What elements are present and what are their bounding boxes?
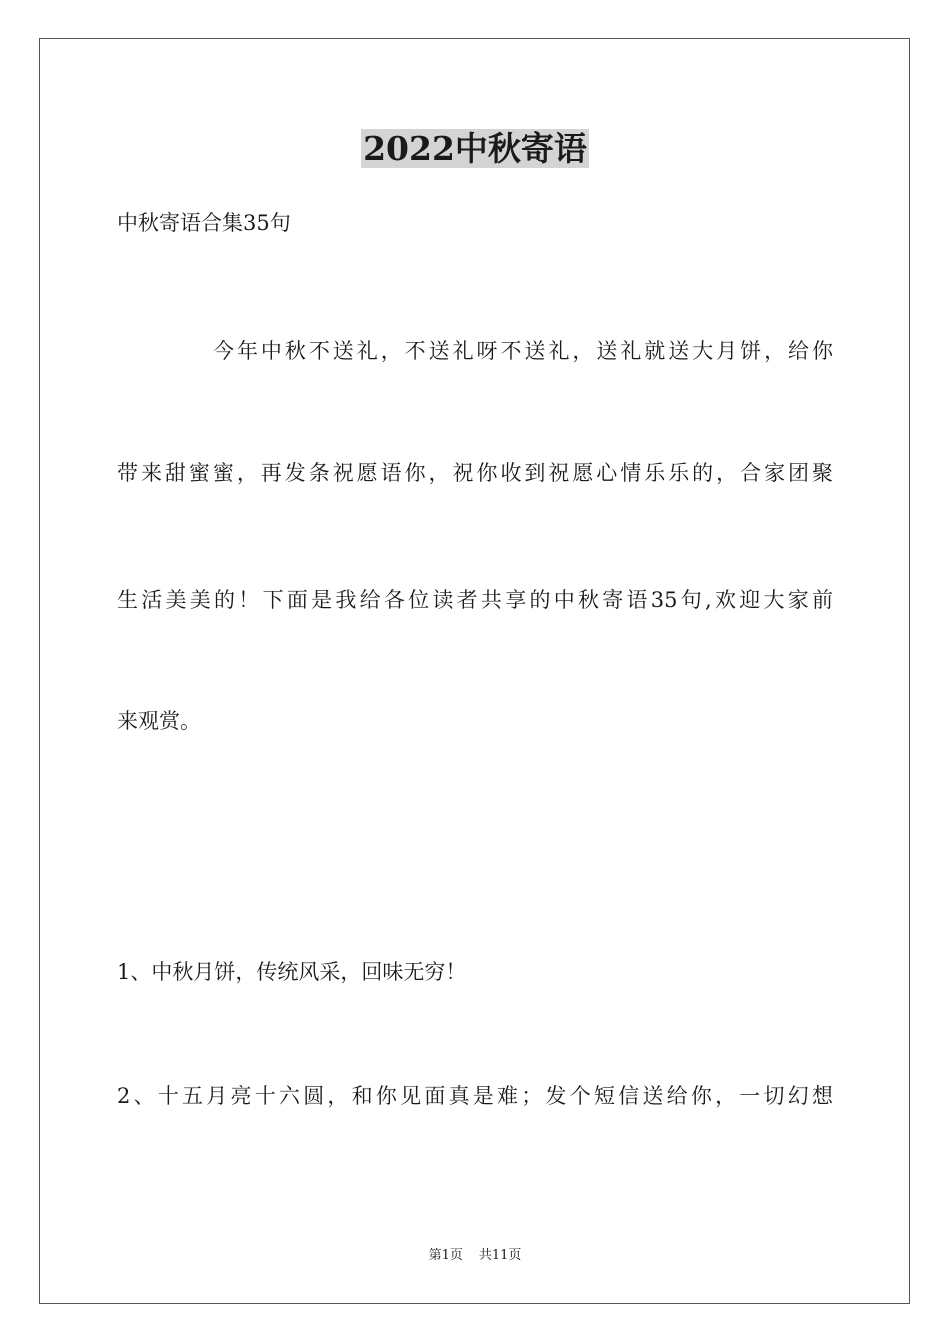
title-text: 2022中秋寄语 — [363, 129, 587, 168]
paragraph-line-2: 带来甜蜜蜜，再发条祝愿语你，祝你收到祝愿心情乐乐的，合家团聚 — [117, 461, 833, 485]
page-footer — [0, 1247, 950, 1265]
paragraph-line-3: 生活美美的！下面是我给各位读者共享的中秋寄语35句,欢迎大家前 — [117, 588, 833, 612]
list-item-2: 2、十五月亮十六圆，和你见面真是难；发个短信送给你，一切幻想 — [117, 1084, 833, 1108]
document-title — [0, 127, 950, 171]
subtitle: 中秋寄语合集35句 — [117, 211, 291, 235]
paragraph-line-4: 来观赏。 — [117, 709, 201, 733]
page-total: 共11页 — [478, 1248, 522, 1263]
page-number: 第1页 — [428, 1248, 463, 1263]
paragraph-line-1: 今年中秋不送礼，不送礼呀不送礼，送礼就送大月饼，给你 — [213, 339, 833, 363]
list-item-1: 1、中秋月饼，传统风采，回味无穷！ — [117, 960, 467, 984]
